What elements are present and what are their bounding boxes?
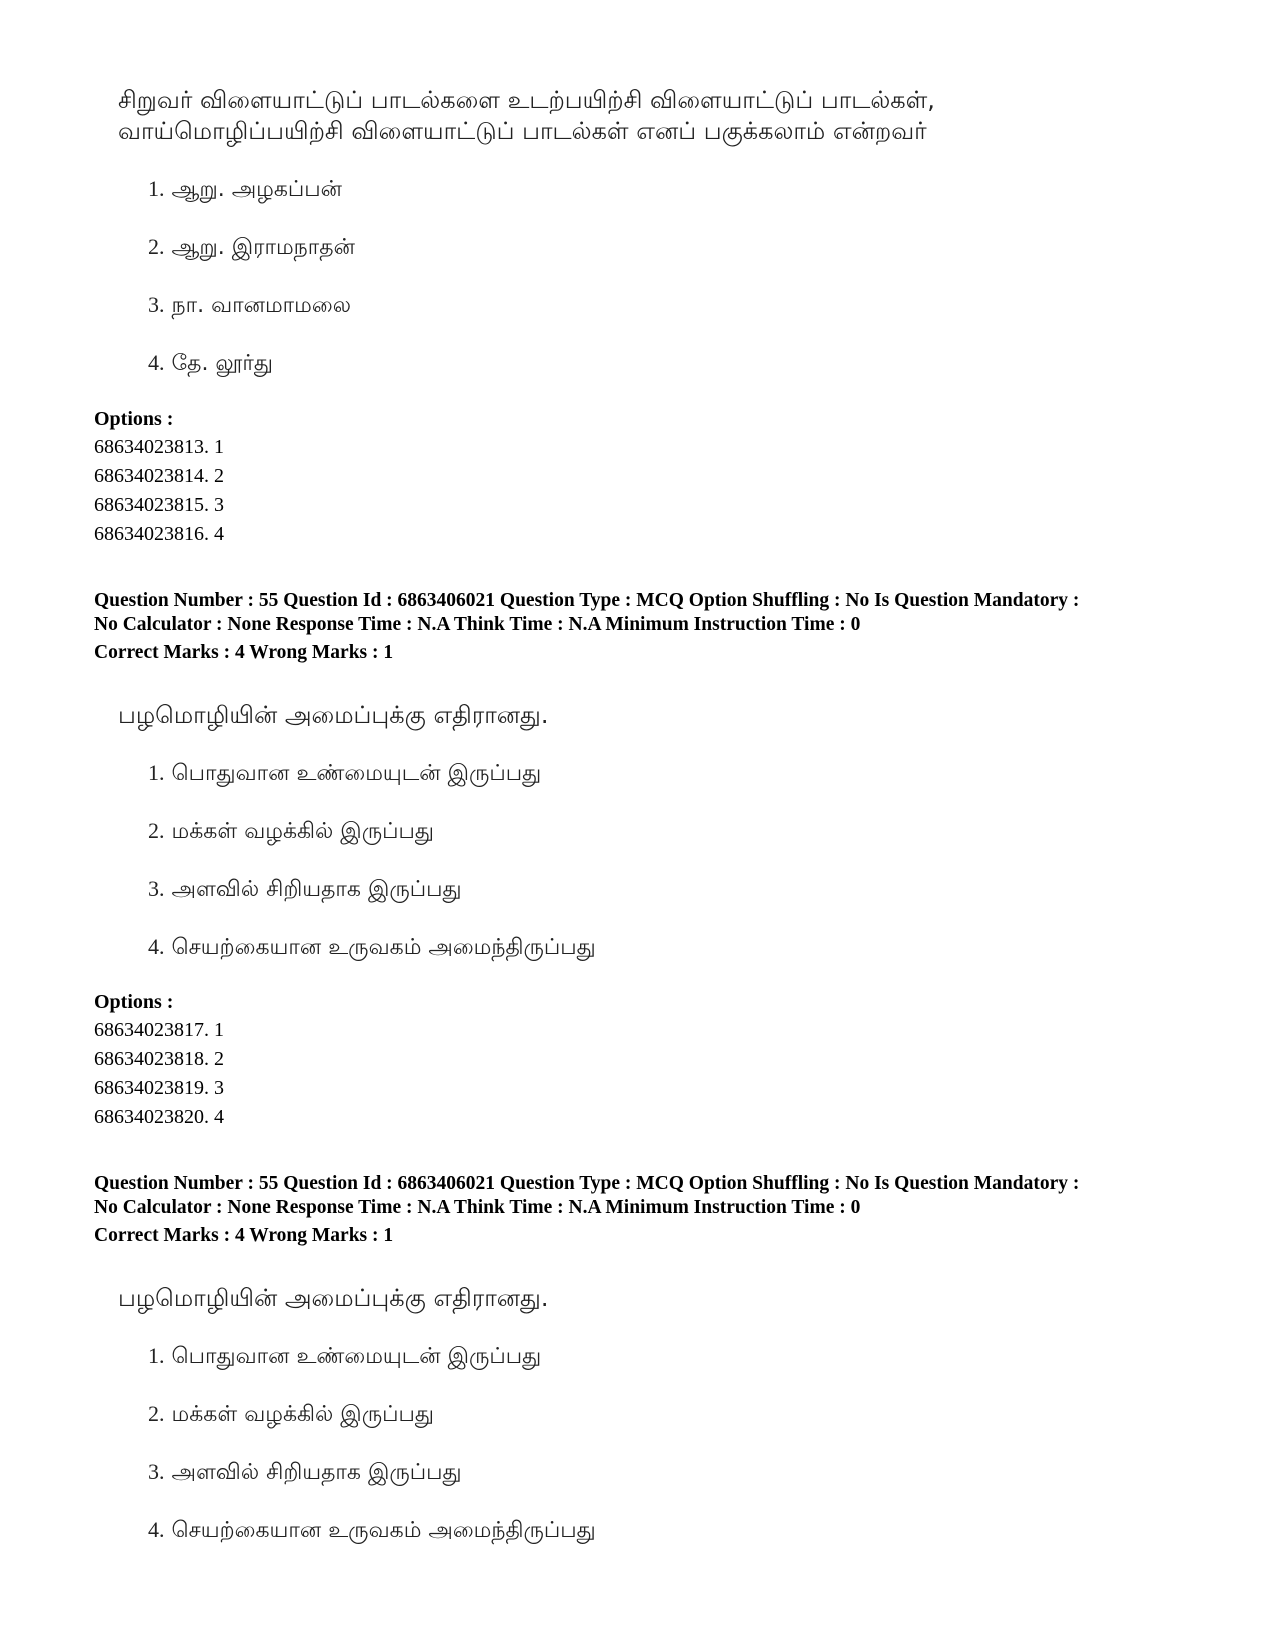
choice-number: 3.	[148, 1459, 165, 1484]
choice-text: அளவில் சிறியதாக இருப்பது	[171, 1460, 462, 1485]
choice-number: 4.	[148, 934, 165, 959]
choice-number: 3.	[148, 292, 165, 317]
choice-text: பொதுவான உண்மையுடன் இருப்பது	[171, 761, 542, 786]
choice-text: மக்கள் வழக்கில் இருப்பது	[171, 1402, 434, 1427]
question-meta-line-1: Question Number : 55 Question Id : 6863406021 Question Type : MCQ Option Shuffling : No Is Question Mandatory :	[94, 1173, 1080, 1194]
choice-4	[148, 348, 273, 379]
choice-1	[148, 174, 342, 205]
option-row: 68634023820. 4	[94, 1106, 224, 1128]
option-row: 68634023818. 2	[94, 1048, 224, 1070]
choice-4	[148, 932, 596, 963]
question-meta-line-2: No Calculator : None Response Time : N.A Think Time : N.A Minimum Instruction Time : 0	[94, 614, 861, 635]
choice-2	[148, 232, 355, 263]
choice-2	[148, 816, 434, 847]
question-meta-line-2: No Calculator : None Response Time : N.A Think Time : N.A Minimum Instruction Time : 0	[94, 1197, 861, 1218]
choice-number: 2.	[148, 234, 165, 259]
choice-text: மக்கள் வழக்கில் இருப்பது	[171, 819, 434, 844]
choice-number: 3.	[148, 876, 165, 901]
choice-number: 4.	[148, 350, 165, 375]
choice-text: செயற்கையான உருவகம் அமைந்திருப்பது	[171, 935, 596, 960]
question-meta-line-1: Question Number : 55 Question Id : 6863406021 Question Type : MCQ Option Shuffling : No Is Question Mandatory :	[94, 590, 1080, 611]
choice-3	[148, 290, 351, 321]
choice-text: செயற்கையான உருவகம் அமைந்திருப்பது	[171, 1518, 596, 1543]
choice-number: 1.	[148, 176, 165, 201]
option-row: 68634023814. 2	[94, 465, 224, 487]
question-text: பழமொழியின் அமைப்புக்கு எதிரானது.	[118, 1284, 549, 1312]
question-text-line-1: சிறுவர் விளையாட்டுப் பாடல்களை உடற்பயிற்சி விளையாட்டுப் பாடல்கள்,	[118, 86, 935, 114]
option-row: 68634023817. 1	[94, 1019, 224, 1041]
choice-3	[148, 874, 462, 905]
choice-number: 1.	[148, 760, 165, 785]
choice-2	[148, 1399, 434, 1430]
question-text: பழமொழியின் அமைப்புக்கு எதிரானது.	[118, 701, 549, 729]
choice-text: தே. லூர்து	[171, 351, 273, 376]
choice-text: நா. வானமாமலை	[171, 293, 351, 318]
choice-3	[148, 1457, 462, 1488]
question-marks: Correct Marks : 4 Wrong Marks : 1	[94, 1225, 394, 1246]
choice-number: 2.	[148, 1401, 165, 1426]
option-row: 68634023813. 1	[94, 436, 224, 458]
question-text-line-2: வாய்மொழிப்பயிற்சி விளையாட்டுப் பாடல்கள் எனப் பகுக்கலாம் என்றவர்	[118, 117, 927, 145]
options-label: Options :	[94, 991, 174, 1013]
option-row: 68634023816. 4	[94, 523, 224, 545]
question-marks: Correct Marks : 4 Wrong Marks : 1	[94, 642, 394, 663]
choice-number: 4.	[148, 1517, 165, 1542]
choice-number: 1.	[148, 1343, 165, 1368]
choice-text: பொதுவான உண்மையுடன் இருப்பது	[171, 1344, 542, 1369]
choice-1	[148, 758, 541, 789]
option-row: 68634023815. 3	[94, 494, 224, 516]
choice-text: ஆறு. இராமநாதன்	[171, 235, 355, 260]
choice-1	[148, 1341, 541, 1372]
choice-4	[148, 1515, 596, 1546]
option-row: 68634023819. 3	[94, 1077, 224, 1099]
choice-number: 2.	[148, 818, 165, 843]
choice-text: அளவில் சிறியதாக இருப்பது	[171, 877, 462, 902]
options-label: Options :	[94, 408, 174, 430]
choice-text: ஆறு. அழகப்பன்	[171, 177, 342, 202]
